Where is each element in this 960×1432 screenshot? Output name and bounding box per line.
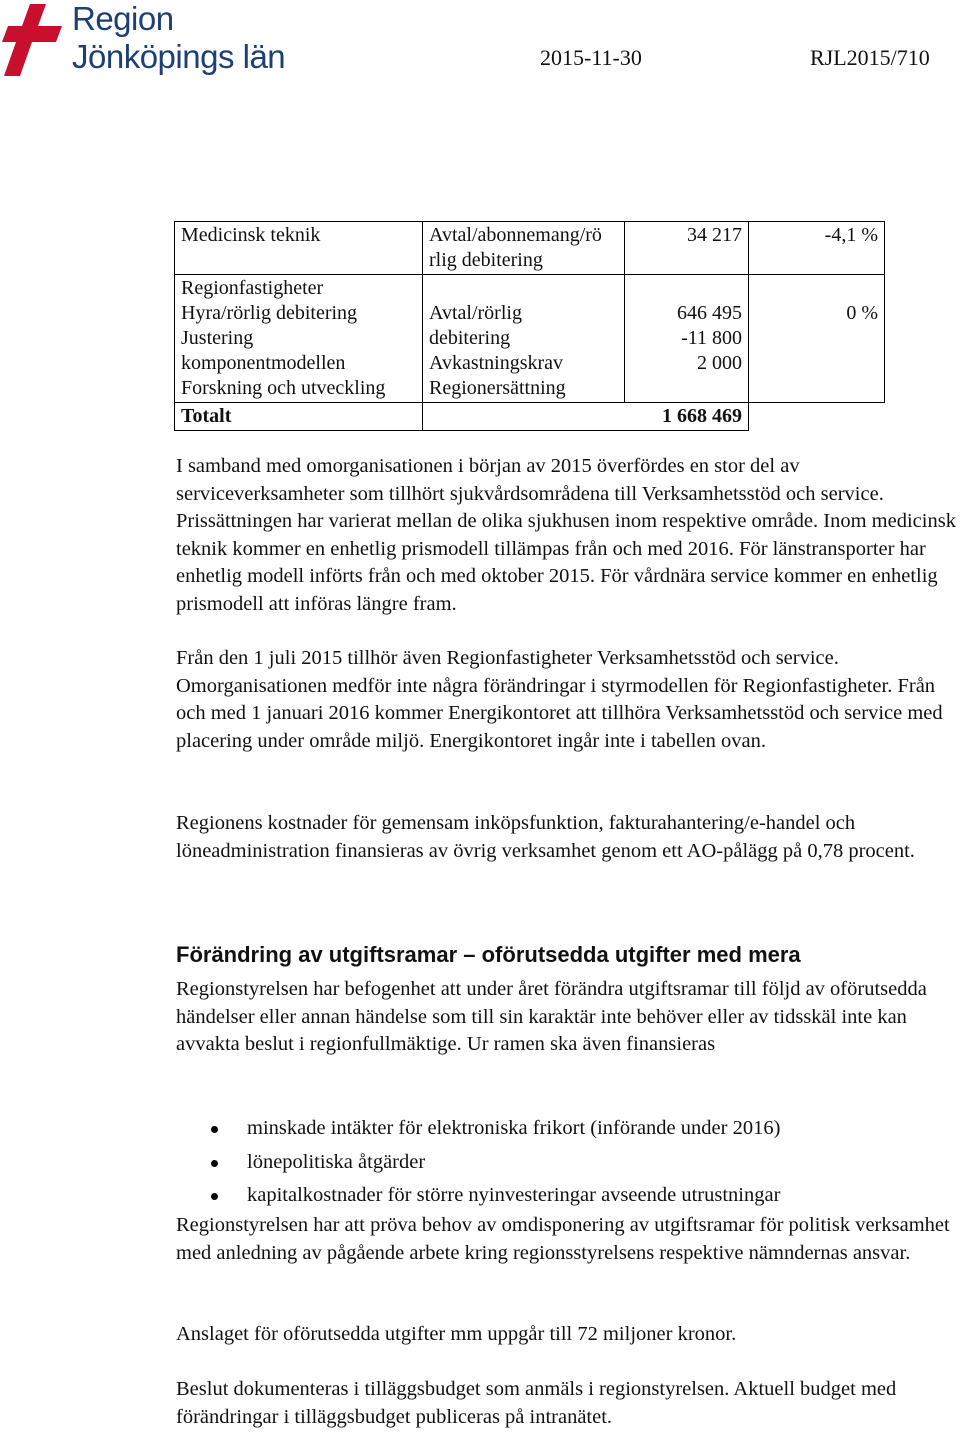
table-row <box>175 275 885 403</box>
paragraph-documentation: Beslut dokumenteras i tilläggsbudget som anmäls i regionstyrelsen. Aktuell budget med förändringar i tilläggsbudget publiceras på intranätet. <box>176 1378 897 1428</box>
bullet-icon <box>211 1160 218 1167</box>
change-cell: -4,1 % <box>749 222 885 275</box>
change-cell: 0 % <box>749 275 885 403</box>
paragraph-ao-surcharge: Regionens kostnader för gemensam inköpsfunktion, fakturahantering/e-handel och löneadministration finansieras av övrig verksamhet genom ett AO-pålägg på 0,78 procent. <box>176 812 915 862</box>
total-amount: 1 668 469 <box>423 403 749 431</box>
unit-cell: Regionfastigheter Hyra/rörlig debitering Justering komponentmodellen Forskning och utveckling <box>175 275 423 403</box>
paragraph-reallocation: Regionstyrelsen har att pröva behov av omdisponering av utgiftsramar för politisk verksamhet med anledning av pågående arbete kring regionsstyrelsens respektive nämndernas ansvar. <box>176 1214 950 1264</box>
amount-cell: 34 217 <box>625 222 749 275</box>
bullet-icon <box>211 1193 218 1200</box>
table-row <box>175 222 885 275</box>
list-item: lönepolitiska åtgärder <box>176 1146 936 1180</box>
document-reference: RJL2015/710 <box>810 45 930 70</box>
paragraph-appropriation: Anslaget för oförutsedda utgifter mm uppgår till 72 miljoner kronor. <box>176 1323 737 1345</box>
document-date: 2015-11-30 <box>540 45 642 70</box>
organization-name-line1: Region <box>72 0 174 37</box>
total-label: Totalt <box>175 403 423 431</box>
region-cross-icon <box>2 4 70 76</box>
list-item: kapitalkostnader för större nyinvesteringar avseende utrustningar <box>176 1179 936 1213</box>
organization-name-line2: Jönköpings län <box>72 38 286 75</box>
paragraph-regionfastigheter: Från den 1 juli 2015 tillhör även Regionfastigheter Verksamhetsstöd och service. Omorganisationen medför inte några förändringar i styrmodellen för Regionfastigheter. Från och med 1 januari 2016 kommer Energikontoret att tillhöra Verksamhetsstöd och service med placering under område miljö. Energikontoret ingår inte i tabellen ovan. <box>176 647 943 752</box>
amount-cell: 646 495 -11 800 2 000 <box>625 275 749 403</box>
paragraph-authority: Regionstyrelsen har befogenhet att under året förändra utgiftsramar till följd av oförutsedda händelser eller annan händelse som till sin karaktär inte behöver eller av tidsskäl inte kan avvakta beslut i regionfullmäktige. Ur ramen ska även finansieras <box>176 978 927 1055</box>
model-cell: Avtal/abonnemang/rö rlig debitering <box>423 222 625 275</box>
unit-cell: Medicinsk teknik <box>175 222 423 275</box>
organization-name <box>72 0 285 76</box>
table-total-row <box>175 403 885 431</box>
funding-list <box>176 1112 936 1213</box>
paragraph-reorganization: I samband med omorganisationen i början av 2015 överfördes en stor del av serviceverksamheter som tillhört sjukvårdsområdena till Verksamhetsstöd och service. Prissättningen har varierat mellan de olika sjukhusen inom respektive område. Inom medicinsk teknik kommer en enhetlig prismodell tillämpas från och med 2016. För länstransporter har enhetlig modell införts från och med oktober 2015. För vårdnära service kommer en enhetlig prismodell att införas längre fram. <box>176 455 956 615</box>
region-logo <box>0 0 300 80</box>
bullet-icon <box>211 1126 218 1133</box>
budget-table <box>174 221 885 431</box>
model-cell: Avtal/rörlig debitering Avkastningskrav Regionersättning <box>423 275 625 403</box>
section-heading: Förändring av utgiftsramar – oförutsedda utgifter med mera <box>176 942 801 967</box>
list-item: minskade intäkter för elektroniska frikort (införande under 2016) <box>176 1112 936 1146</box>
